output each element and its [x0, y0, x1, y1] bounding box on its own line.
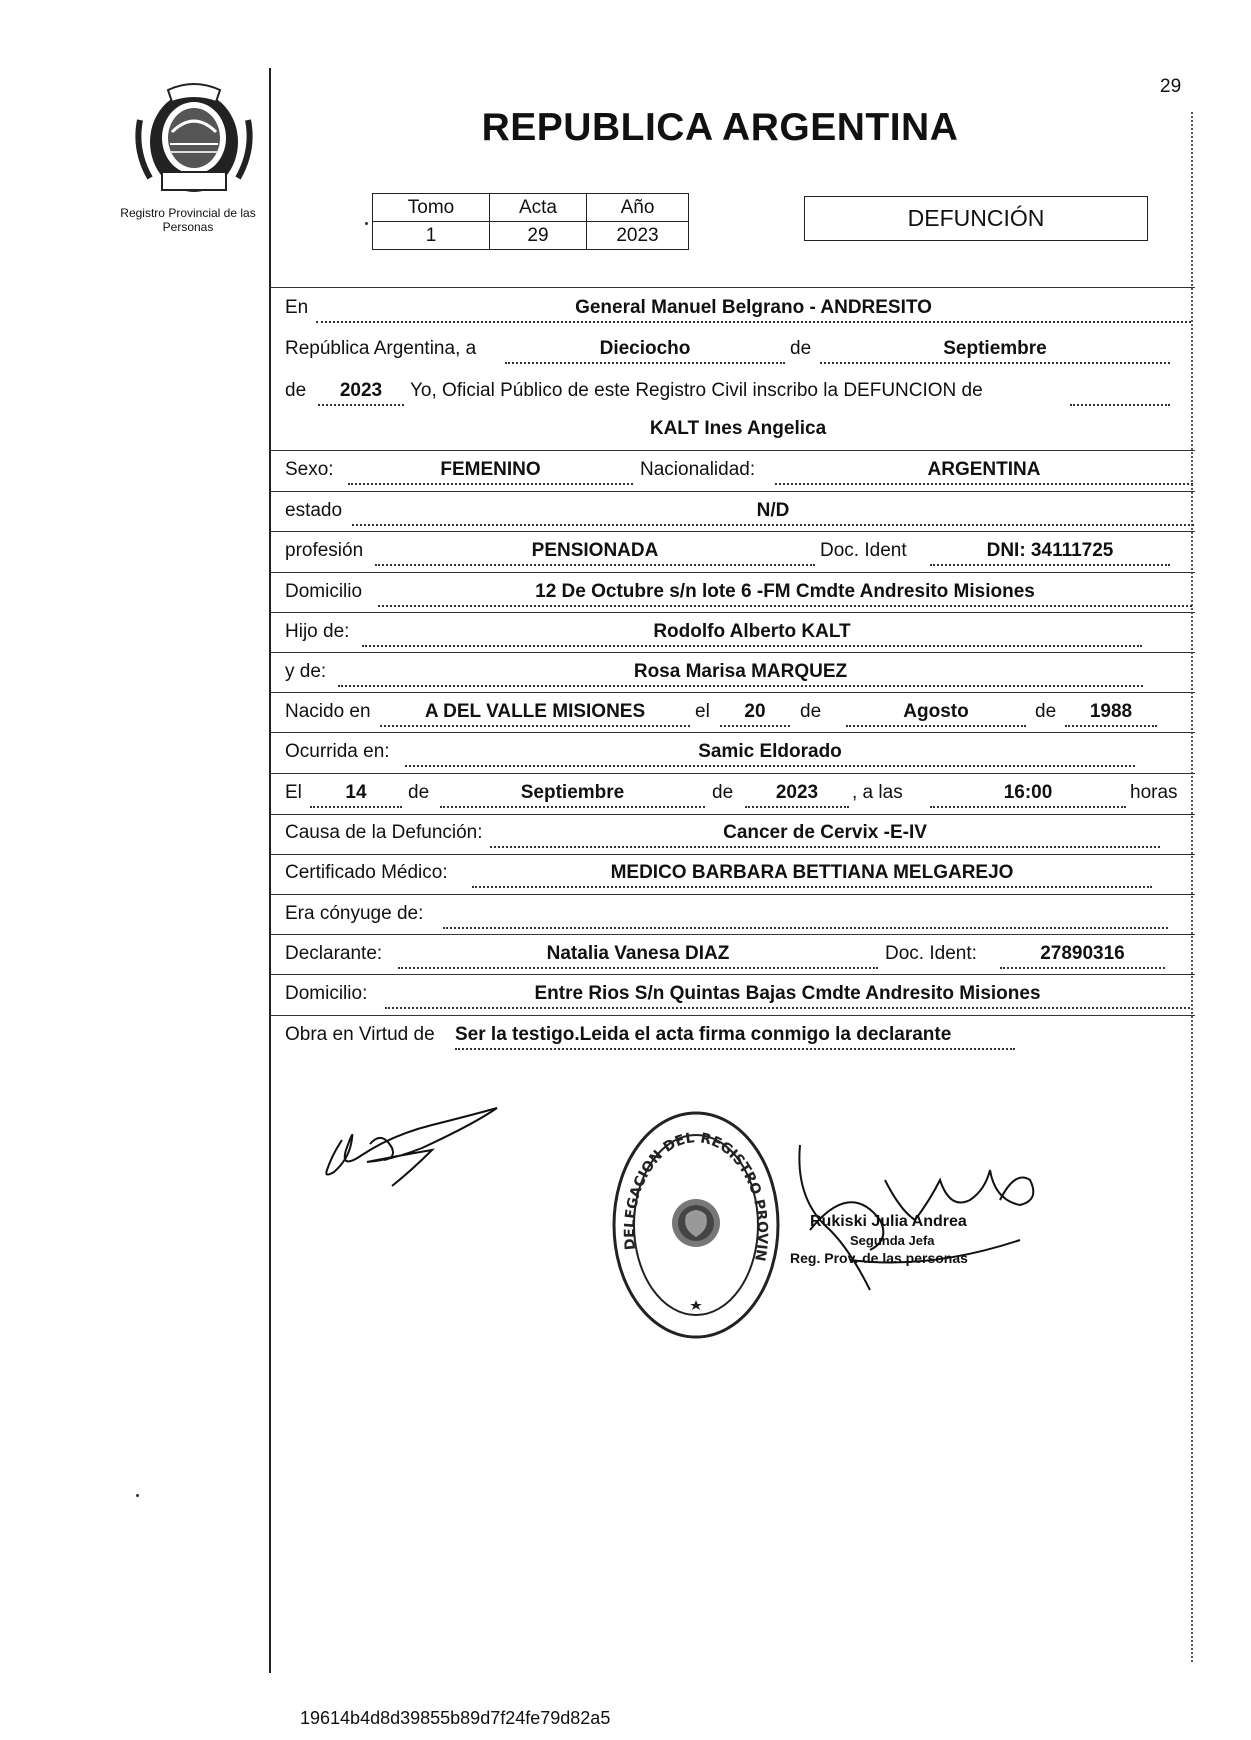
- declarant-doc-value: 27890316: [1000, 941, 1165, 969]
- nacionalidad-label: Nacionalidad:: [640, 459, 756, 480]
- month-value: Septiembre: [820, 336, 1170, 364]
- de-label: de: [1035, 701, 1057, 722]
- nacido-label: Nacido en: [285, 701, 371, 722]
- birthplace-value: A DEL VALLE MISIONES: [380, 699, 690, 727]
- left-margin-line: [269, 68, 271, 1673]
- tomo-acta-anio-table: [372, 193, 689, 250]
- alas-label: , a las: [852, 782, 903, 803]
- doc-ident-label: Doc. Ident:: [885, 943, 977, 964]
- form-line: [270, 974, 1195, 975]
- official-registry: Reg. Prov. de las personas: [790, 1250, 968, 1266]
- declarante-label: Declarante:: [285, 943, 383, 964]
- domicilio-label: Domicilio: [285, 581, 363, 602]
- acta-header: Acta: [490, 194, 587, 222]
- scan-speck: [365, 222, 368, 225]
- form-line: [270, 814, 1195, 815]
- nationality-value: ARGENTINA: [775, 457, 1193, 485]
- address-value: 12 De Octubre s/n lote 6 -FM Cmdte Andresito Misiones: [378, 579, 1192, 607]
- official-role: Segunda Jefa: [850, 1233, 935, 1248]
- deceased-name: KALT Ines Angelica: [649, 418, 827, 439]
- form-line: [270, 692, 1195, 693]
- year-value: 2023: [318, 378, 404, 406]
- anio-header: Año: [587, 194, 689, 222]
- el-label: El: [285, 782, 302, 803]
- page-number: 29: [1160, 76, 1182, 97]
- inscription-text: Yo, Oficial Público de este Registro Civil inscribo la DEFUNCION de: [410, 380, 983, 401]
- en-label: En: [285, 297, 309, 318]
- doc-ident-label: Doc. Ident: [820, 540, 907, 561]
- de-label: de: [285, 380, 307, 401]
- declarant-value: Natalia Vanesa DIAZ: [398, 941, 878, 969]
- scan-speck: [136, 1494, 139, 1497]
- estado-label: estado: [285, 500, 343, 521]
- document-type-box: DEFUNCIÓN: [804, 196, 1148, 241]
- form-line: [270, 531, 1195, 532]
- ocurrida-label: Ocurrida en:: [285, 741, 390, 762]
- form-line: [270, 572, 1195, 573]
- declarant-signature: [322, 1100, 512, 1195]
- place-value: General Manuel Belgrano - ANDRESITO: [316, 295, 1191, 323]
- declarant-address-value: Entre Rios S/n Quintas Bajas Cmdte Andresito Misiones: [385, 981, 1190, 1009]
- tomo-value: 1: [373, 222, 490, 250]
- certificado-label: Certificado Médico:: [285, 862, 448, 883]
- death-month-value: Septiembre: [440, 780, 705, 808]
- spouse-value: [443, 901, 1168, 929]
- tomo-header: Tomo: [373, 194, 490, 222]
- dni-value: DNI: 34111725: [930, 538, 1170, 566]
- official-stamp: [606, 1105, 786, 1350]
- birth-day-value: 20: [720, 699, 790, 727]
- doctor-value: MEDICO BARBARA BETTIANA MELGAREJO: [472, 860, 1152, 888]
- civil-status-value: N/D: [352, 498, 1194, 526]
- obra-label: Obra en Virtud de: [285, 1024, 435, 1045]
- death-year-value: 2023: [745, 780, 849, 808]
- el-label: el: [695, 701, 710, 722]
- death-place-value: Samic Eldorado: [405, 739, 1135, 767]
- de-label: de: [790, 338, 812, 359]
- conyuge-label: Era cónyuge de:: [285, 903, 424, 924]
- registry-name: Registro Provincial de las Personas: [120, 206, 256, 234]
- yde-label: y de:: [285, 661, 327, 682]
- form-line: [270, 491, 1195, 492]
- de-label: de: [712, 782, 734, 803]
- death-time-value: 16:00: [930, 780, 1126, 808]
- form-line: [270, 732, 1195, 733]
- causa-label: Causa de la Defunción:: [285, 822, 483, 843]
- form-line: [270, 652, 1195, 653]
- right-margin-line: [1191, 112, 1193, 1662]
- anio-value: 2023: [587, 222, 689, 250]
- sex-value: FEMENINO: [348, 457, 633, 485]
- blank-value: [1070, 378, 1170, 406]
- profesion-label: profesión: [285, 540, 364, 561]
- day-value: Dieciocho: [505, 336, 785, 364]
- cause-value: Cancer de Cervix -E-IV: [490, 820, 1160, 848]
- province-seal-logo: [132, 80, 260, 198]
- hijo-label: Hijo de:: [285, 621, 350, 642]
- mother-value: Rosa Marisa MARQUEZ: [338, 659, 1143, 687]
- birth-year-value: 1988: [1065, 699, 1157, 727]
- form-line: [270, 450, 1195, 451]
- form-line: [270, 1015, 1195, 1016]
- acta-value: 29: [490, 222, 587, 250]
- horas-label: horas: [1130, 782, 1178, 803]
- document-title: REPUBLICA ARGENTINA: [481, 106, 959, 149]
- de-label: de: [800, 701, 822, 722]
- form-line: [270, 894, 1195, 895]
- form-line: [270, 773, 1195, 774]
- form-line: [270, 612, 1195, 613]
- form-line: [270, 934, 1195, 935]
- profession-value: PENSIONADA: [375, 538, 815, 566]
- obra-value: Ser la testigo.Leida el acta firma conmigo la declarante: [455, 1022, 1015, 1050]
- form-line: [270, 287, 1195, 288]
- stamp-text: DELEGACION DEL REGISTRO PROVIN: [621, 1130, 771, 1263]
- form-line: [270, 854, 1195, 855]
- fecha-label: República Argentina, a: [285, 338, 477, 359]
- de-label: de: [408, 782, 430, 803]
- document-hash: 19614b4d8d39855b89d7f24fe79d82a5: [300, 1708, 611, 1728]
- domicilio2-label: Domicilio:: [285, 983, 368, 1004]
- birth-month-value: Agosto: [846, 699, 1026, 727]
- father-value: Rodolfo Alberto KALT: [362, 619, 1142, 647]
- death-day-value: 14: [310, 780, 402, 808]
- sexo-label: Sexo:: [285, 459, 334, 480]
- official-name: Rukiski Julia Andrea: [810, 1213, 967, 1230]
